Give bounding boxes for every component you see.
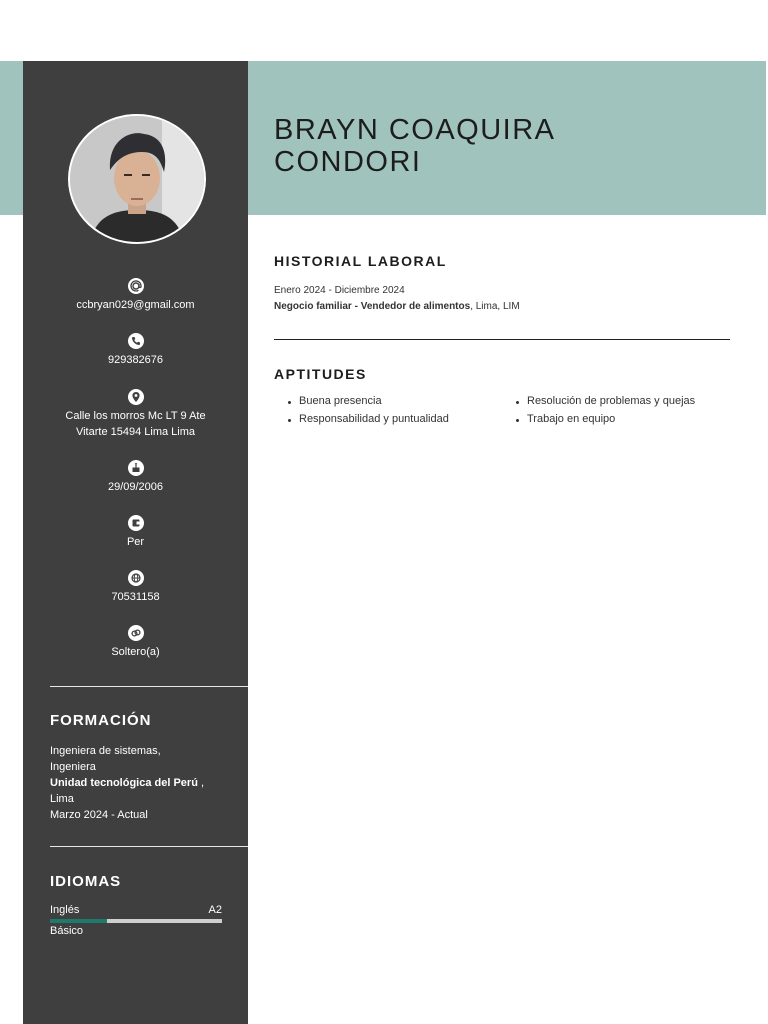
language-proficiency-fill [50,919,107,923]
birthday-cake-icon [128,460,144,476]
work-employer: Negocio familiar [274,301,352,312]
at-sign-icon [128,278,144,294]
language-proficiency-bar [50,919,222,923]
candidate-name [274,114,744,178]
work-history-entry [274,283,520,315]
contact-nationality [23,515,248,550]
profile-photo [68,114,206,244]
education-school-suffix: , [197,777,205,789]
contact-address-text: Calle los morros Mc LT 9 Ate Vitarte 15494 Lima Lima [65,410,206,438]
contact-email [23,278,248,313]
skills-list [286,395,726,425]
contact-address [23,389,248,440]
skills-heading: APTITUDES [274,366,367,382]
education-field: Ingeniera [50,761,96,773]
work-location: , Lima, LIM [470,301,520,312]
sidebar-divider [50,686,248,687]
contact-birthdate [23,460,248,495]
education-degree: Ingeniera de sistemas, [50,745,161,757]
contact-marital-status-text: Soltero(a) [111,646,160,658]
contact-id-number [23,570,248,605]
work-history-heading: HISTORIAL LABORAL [274,253,447,269]
contact-phone [23,333,248,368]
sidebar-divider [50,846,248,847]
contact-id-number-text: 70531158 [111,591,160,603]
candidate-name-line1: BRAYN COAQUIRA [274,114,556,146]
education-dates: Marzo 2024 - Actual [50,809,148,821]
education-heading: FORMACIÓN [50,712,152,729]
phone-icon [128,333,144,349]
contact-nationality-text: Per [126,536,145,548]
language-level-label: Básico [50,925,84,937]
main-divider [274,339,730,340]
languages-heading: IDIOMAS [50,873,122,890]
skill-item: Resolución de problemas y quejas [514,395,726,407]
sidebar [23,61,248,1024]
id-card-icon [128,570,144,586]
language-level-code: A2 [208,904,222,916]
rings-icon [128,625,144,641]
location-pin-icon [128,389,144,405]
education-school: Unidad tecnológica del Perú [50,777,198,789]
skill-item: Trabajo en equipo [514,413,726,425]
education-city: Lima [50,793,74,805]
contact-email-text: ccbryan029@gmail.com [76,299,195,311]
flag-icon [128,515,144,531]
education-entry [50,743,240,823]
contact-marital-status [23,625,248,660]
language-name: Inglés [50,904,80,916]
skill-item: Responsabilidad y puntualidad [286,413,514,425]
candidate-name-line2: CONDORI [274,146,422,178]
work-separator: - [351,301,361,312]
contact-birthdate-text: 29/09/2006 [107,481,164,493]
contact-phone-text: 929382676 [107,354,164,366]
skill-item: Buena presencia [286,395,514,407]
work-dates: Enero 2024 - Diciembre 2024 [274,285,405,296]
work-role: Vendedor de alimentos [360,301,471,312]
language-item [50,904,222,937]
